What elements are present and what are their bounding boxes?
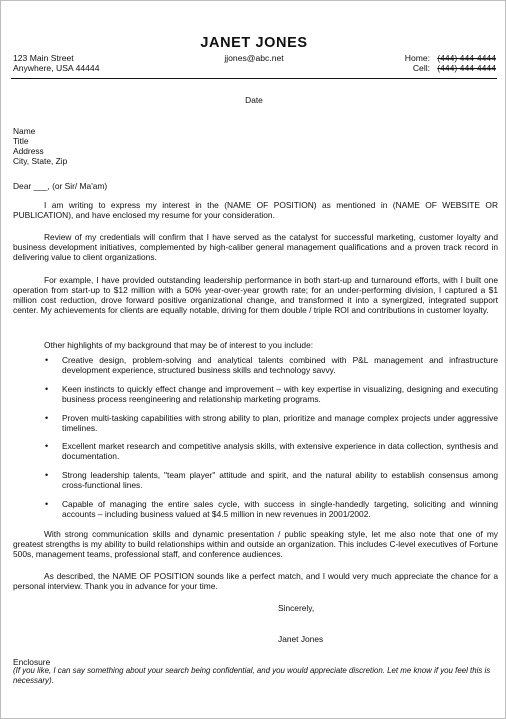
home-phone xyxy=(405,53,496,63)
sender-email: jjones@abc.net xyxy=(224,53,284,63)
paragraph-highlights-intro: Other highlights of my background that may be of interest to you include: xyxy=(44,340,314,350)
paragraph-examples: For example, I have provided outstanding leadership performance in both start-up and turnaround efforts, with I built one operation from start-up to $12 million with a 50% year-over-year growth rate; for an under-performing division, I captured a $1 million cost reduction, drove forward positive organizational change, and transformed it into a synergized, integrated support center. My achievements for clients are equally notable, driving for them double / triple ROI and contributions in customer loyalty. xyxy=(13,275,498,316)
list-item: • Proven multi-tasking capabilities with strong ability to plan, prioritize and manage complex projects under aggressive timelines. xyxy=(45,413,498,433)
list-item: • Creative design, problem-solving and analytical talents combined with P&L management and infrastructure development experience, structured business skills and technology savvy. xyxy=(45,355,498,375)
home-phone-label: Home: xyxy=(404,53,431,63)
paragraph-communication: With strong communication skills and dynamic presentation / public speaking style, let me also note that one of my greatest strengths is my ability to build relationships within and outside an organization. This includes C-level executives of Fortune 500s, management teams, professional staff, and conference audiences. xyxy=(13,529,498,560)
list-item: • Strong leadership talents, "team player" attitude and spirit, and the natural ability to establish consensus among cross-functional lines. xyxy=(45,470,498,490)
sender-address xyxy=(13,53,99,73)
paragraph-closing: As described, the NAME OF POSITION sounds like a perfect match, and I would very much appreciate the chance for a personal interview. Thank you in advance for your time. xyxy=(13,571,498,592)
cell-phone-label: Cell: xyxy=(412,63,431,74)
salutation: Dear ___, (or Sir/ Ma'am) xyxy=(13,181,108,191)
signer-name: Janet Jones xyxy=(278,634,324,644)
sender-phones xyxy=(405,53,496,73)
address-line-1: 123 Main Street xyxy=(13,53,74,63)
paragraph-credentials: Review of my credentials will confirm that I have served as the catalyst for successful marketing, customer loyalty and business development initiatives, complemented by high-caliber general management qualifications and a proven track record in delivering value to client organizations. xyxy=(13,232,498,263)
address-line-2: Anywhere, USA 44444 xyxy=(13,63,100,74)
enclosure-label: Enclosure xyxy=(13,657,51,667)
sender-name: JANET JONES xyxy=(200,35,308,51)
confidentiality-note xyxy=(13,666,498,686)
home-phone-number: (444) 444-4444 xyxy=(437,53,496,63)
list-item: • Excellent market research and competitive analysis skills, with extensive experience in data collection, synthesis and documentation. xyxy=(45,441,498,461)
letter-date: Date xyxy=(245,95,263,105)
paragraph-intro: I am writing to express my interest in the (NAME OF POSITION) as mentioned in (NAME OF WEBSITE OR PUBLICATION), and have enclosed my resume for your consideration. xyxy=(13,200,498,221)
cell-phone xyxy=(405,63,496,73)
recipient-address: Address xyxy=(13,146,44,157)
note-text: (If you like, I can say something about your search being confidential, and you would appreciate discretion. Let me know if you feel this is necessary). xyxy=(13,666,491,685)
recipient-name: Name xyxy=(13,126,36,136)
recipient-title: Title xyxy=(13,136,29,147)
header-divider xyxy=(11,78,497,79)
list-item: • Capable of managing the entire sales cycle, with success in single-handedly targeting, soliciting and winning accounts – including business valued at $4.5 million in new revenues in 2001/2002. xyxy=(45,499,498,519)
recipient-block xyxy=(13,126,67,166)
cell-phone-number: (444) 444-4444 xyxy=(437,63,496,74)
closing-sincerely: Sincerely, xyxy=(278,603,315,613)
recipient-city-state-zip: City, State, Zip xyxy=(13,156,68,167)
highlights-list xyxy=(45,355,498,528)
list-item: • Keen instincts to quickly effect change and improvement – with key expertise in visualizing, designing and executing business process reengineering and relationship marketing programs. xyxy=(45,384,498,404)
